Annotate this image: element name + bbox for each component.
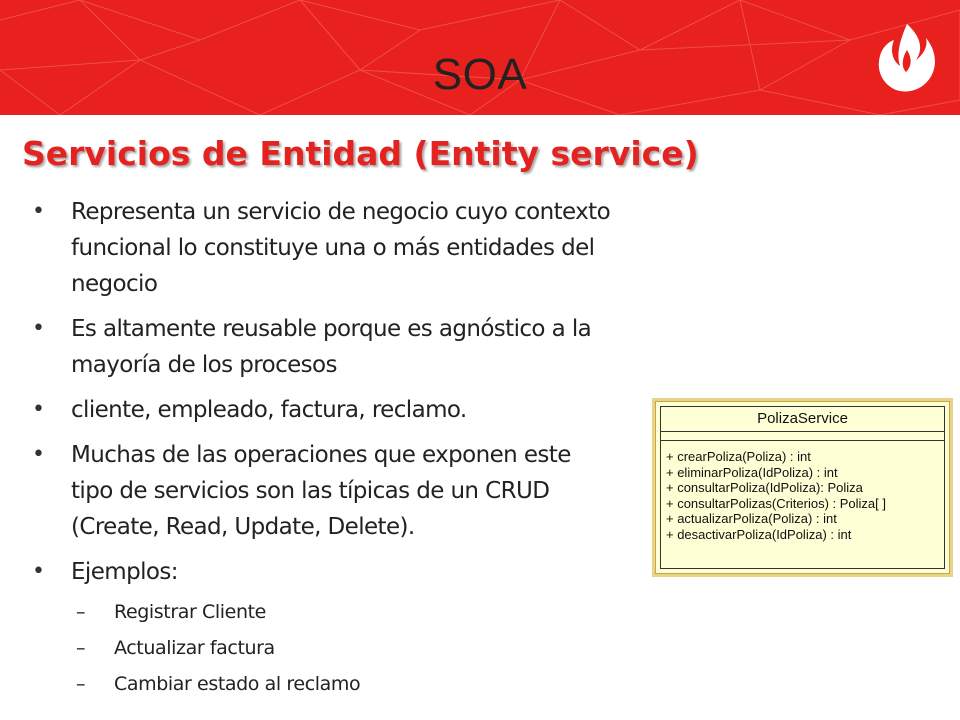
- bullet-item: [30, 311, 651, 383]
- uml-operation: + desactivarPoliza(IdPoliza) : int: [666, 526, 852, 542]
- bullet-text: cliente, empleado, factura, reclamo.: [71, 397, 467, 423]
- uml-operations-section: [661, 441, 944, 542]
- bullet-text: Muchas de las operaciones que exponen este tipo de servicios son las típicas de un CRUD (Create, Read, Update, Delete).: [71, 442, 571, 540]
- uml-operation: + crearPoliza(Poliza) : int: [666, 449, 811, 464]
- bullet-list: [30, 194, 650, 707]
- flame-logo-icon: [872, 20, 942, 98]
- bullet-dot-icon: •: [32, 397, 45, 422]
- bullet-item: [30, 554, 650, 590]
- slide-title: SOA: [432, 50, 528, 99]
- bullet-text: Ejemplos:: [71, 559, 178, 585]
- uml-operation: + actualizarPoliza(Poliza) : int: [666, 511, 837, 526]
- uml-class-name: PolizaService: [661, 407, 944, 432]
- dash-icon: –: [76, 637, 86, 659]
- example-item: [30, 599, 650, 625]
- bullet-dot-icon: •: [32, 316, 45, 341]
- uml-operation: + consultarPoliza(IdPoliza): Poliza: [666, 480, 863, 495]
- bullet-item: [30, 437, 616, 545]
- header-banner: [0, 0, 960, 115]
- bullet-dot-icon: •: [32, 442, 45, 467]
- dash-icon: –: [76, 673, 86, 695]
- example-item: [30, 671, 650, 697]
- uml-class-diagram: [655, 401, 950, 574]
- uml-operation: + consultarPolizas(Criterios) : Poliza[ ]: [666, 495, 886, 511]
- example-item: [30, 635, 650, 661]
- bullet-item: [30, 392, 650, 428]
- bullet-text: Es altamente reusable porque es agnóstico a la mayoría de los procesos: [71, 316, 592, 378]
- example-text: Registrar Cliente: [114, 601, 266, 623]
- uml-operation: + eliminarPoliza(IdPoliza) : int: [666, 464, 838, 480]
- bullet-text: Representa un servicio de negocio cuyo contexto funcional lo constituye una o más entidades del negocio: [71, 199, 611, 297]
- example-text: Cambiar estado al reclamo: [114, 673, 361, 695]
- bullet-item: [30, 194, 650, 302]
- dash-icon: –: [76, 601, 86, 623]
- bullet-dot-icon: •: [32, 199, 45, 224]
- uml-class-box: [660, 406, 945, 569]
- bullet-dot-icon: •: [32, 559, 45, 584]
- example-text: Actualizar factura: [114, 637, 275, 659]
- uml-attributes-section: [661, 432, 944, 441]
- slide-subtitle: Servicios de Entidad (Entity service): [22, 134, 699, 173]
